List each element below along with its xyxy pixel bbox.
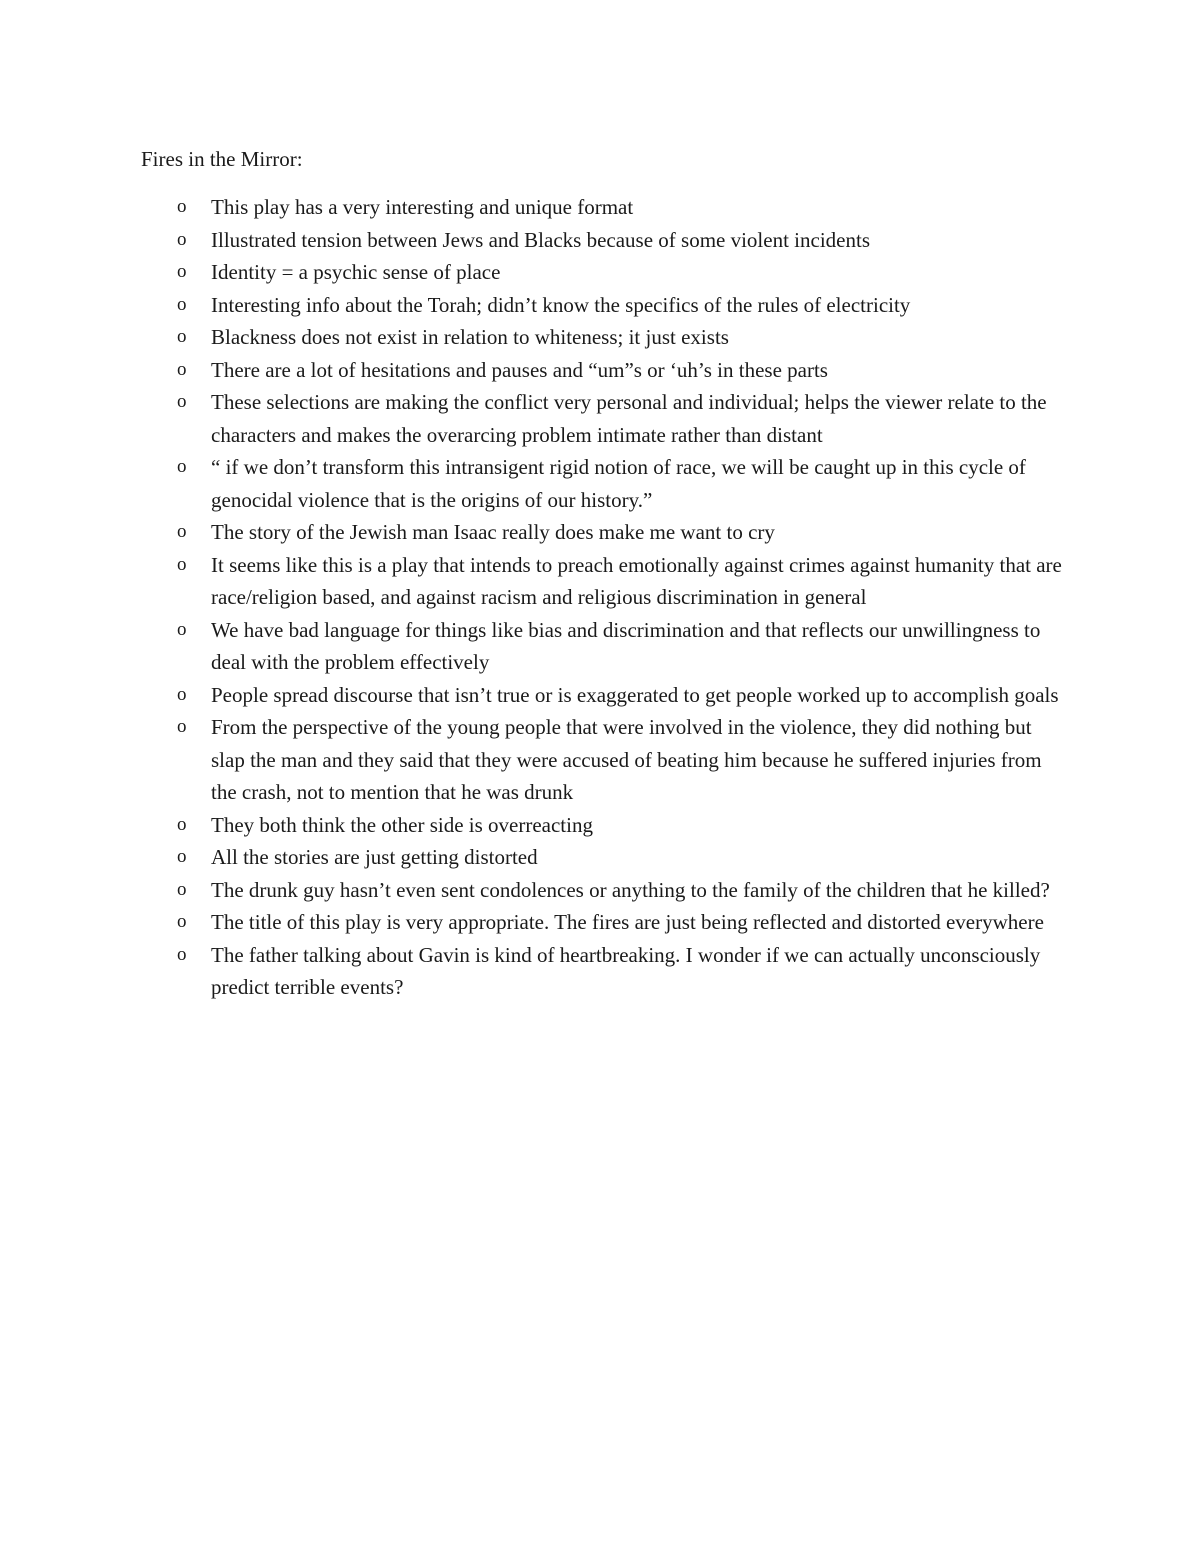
list-item <box>0 679 1200 712</box>
bullet-icon: o <box>177 911 187 932</box>
bullet-icon: o <box>177 521 187 542</box>
bullet-icon: o <box>177 326 187 347</box>
list-item <box>0 321 1200 354</box>
list-item-text: These selections are making the conflict very personal and individual; helps the viewer relate to the characters and makes the overarcing problem intimate rather than distant <box>211 390 1047 447</box>
bullet-icon: o <box>177 261 187 282</box>
list-item <box>0 874 1200 907</box>
bullet-icon: o <box>177 813 187 835</box>
list-item-text: There are a lot of hesitations and pauses and “um”s or ‘uh’s in these parts <box>211 357 828 382</box>
list-item-text: It seems like this is a play that intends to preach emotionally against crimes against humanity that are race/religion based, and against racism and religious discrimination in general <box>211 552 1062 609</box>
bullet-icon: o <box>177 716 187 737</box>
list-item <box>0 386 1200 451</box>
list-item <box>0 191 1200 224</box>
list-item-text: Illustrated tension between Jews and Blacks because of some violent incidents <box>211 227 870 252</box>
bullet-icon: o <box>177 553 187 575</box>
list-item-text: We have bad language for things like bias and discrimination and that reflects our unwillingness to deal with the problem effectively <box>211 617 1041 674</box>
bullet-icon: o <box>177 391 187 412</box>
document-title: Fires in the Mirror: <box>141 147 303 171</box>
bullet-icon: o <box>177 618 187 640</box>
bullet-icon: o <box>177 358 187 380</box>
list-item <box>0 614 1200 679</box>
list-item-text: The story of the Jewish man Isaac really does make me want to cry <box>211 520 775 544</box>
list-item <box>0 939 1200 1004</box>
list-item <box>0 809 1200 842</box>
list-item-text: The title of this play is very appropriate. The fires are just being reflected and distorted everywhere <box>211 910 1044 934</box>
list-item <box>0 256 1200 289</box>
list-item <box>0 289 1200 322</box>
bullet-icon: o <box>177 293 187 315</box>
bullet-icon: o <box>177 878 187 900</box>
list-item <box>0 549 1200 614</box>
list-item-text: The father talking about Gavin is kind of heartbreaking. I wonder if we can actually unconsciously predict terrible events? <box>211 942 1041 999</box>
bullet-icon: o <box>177 196 187 217</box>
list-item <box>0 711 1200 809</box>
bullet-icon: o <box>177 683 187 705</box>
bullet-icon: o <box>177 456 187 477</box>
list-item-text: From the perspective of the young people that were involved in the violence, they did nothing but slap the man and they said that they were accused of beating him because he suffered injuries from the crash, not to mention that he was drunk <box>211 715 1042 804</box>
list-item-text: The drunk guy hasn’t even sent condolences or anything to the family of the children that he killed? <box>211 877 1050 902</box>
list-item <box>0 906 1200 939</box>
list-item-text: Interesting info about the Torah; didn’t know the specifics of the rules of electricity <box>211 292 911 317</box>
list-item-text: This play has a very interesting and unique format <box>211 195 634 219</box>
list-item-text: Identity = a psychic sense of place <box>211 260 501 284</box>
list-item <box>0 516 1200 549</box>
bullet-icon: o <box>177 943 187 965</box>
list-item <box>0 354 1200 387</box>
notes-list <box>0 191 1200 1004</box>
list-item-text: They both think the other side is overreacting <box>211 812 593 837</box>
bullet-icon: o <box>177 846 187 867</box>
bullet-icon: o <box>177 228 187 250</box>
list-item-text: People spread discourse that isn’t true or is exaggerated to get people worked up to accomplish goals <box>211 682 1059 707</box>
list-item-text: “ if we don’t transform this intransigent rigid notion of race, we will be caught up in this cycle of genocidal violence that is the origins of our history.” <box>211 455 1026 512</box>
list-item <box>0 841 1200 874</box>
list-item-text: Blackness does not exist in relation to whiteness; it just exists <box>211 325 729 349</box>
list-item <box>0 451 1200 516</box>
list-item <box>0 224 1200 257</box>
list-item-text: All the stories are just getting distorted <box>211 845 538 869</box>
